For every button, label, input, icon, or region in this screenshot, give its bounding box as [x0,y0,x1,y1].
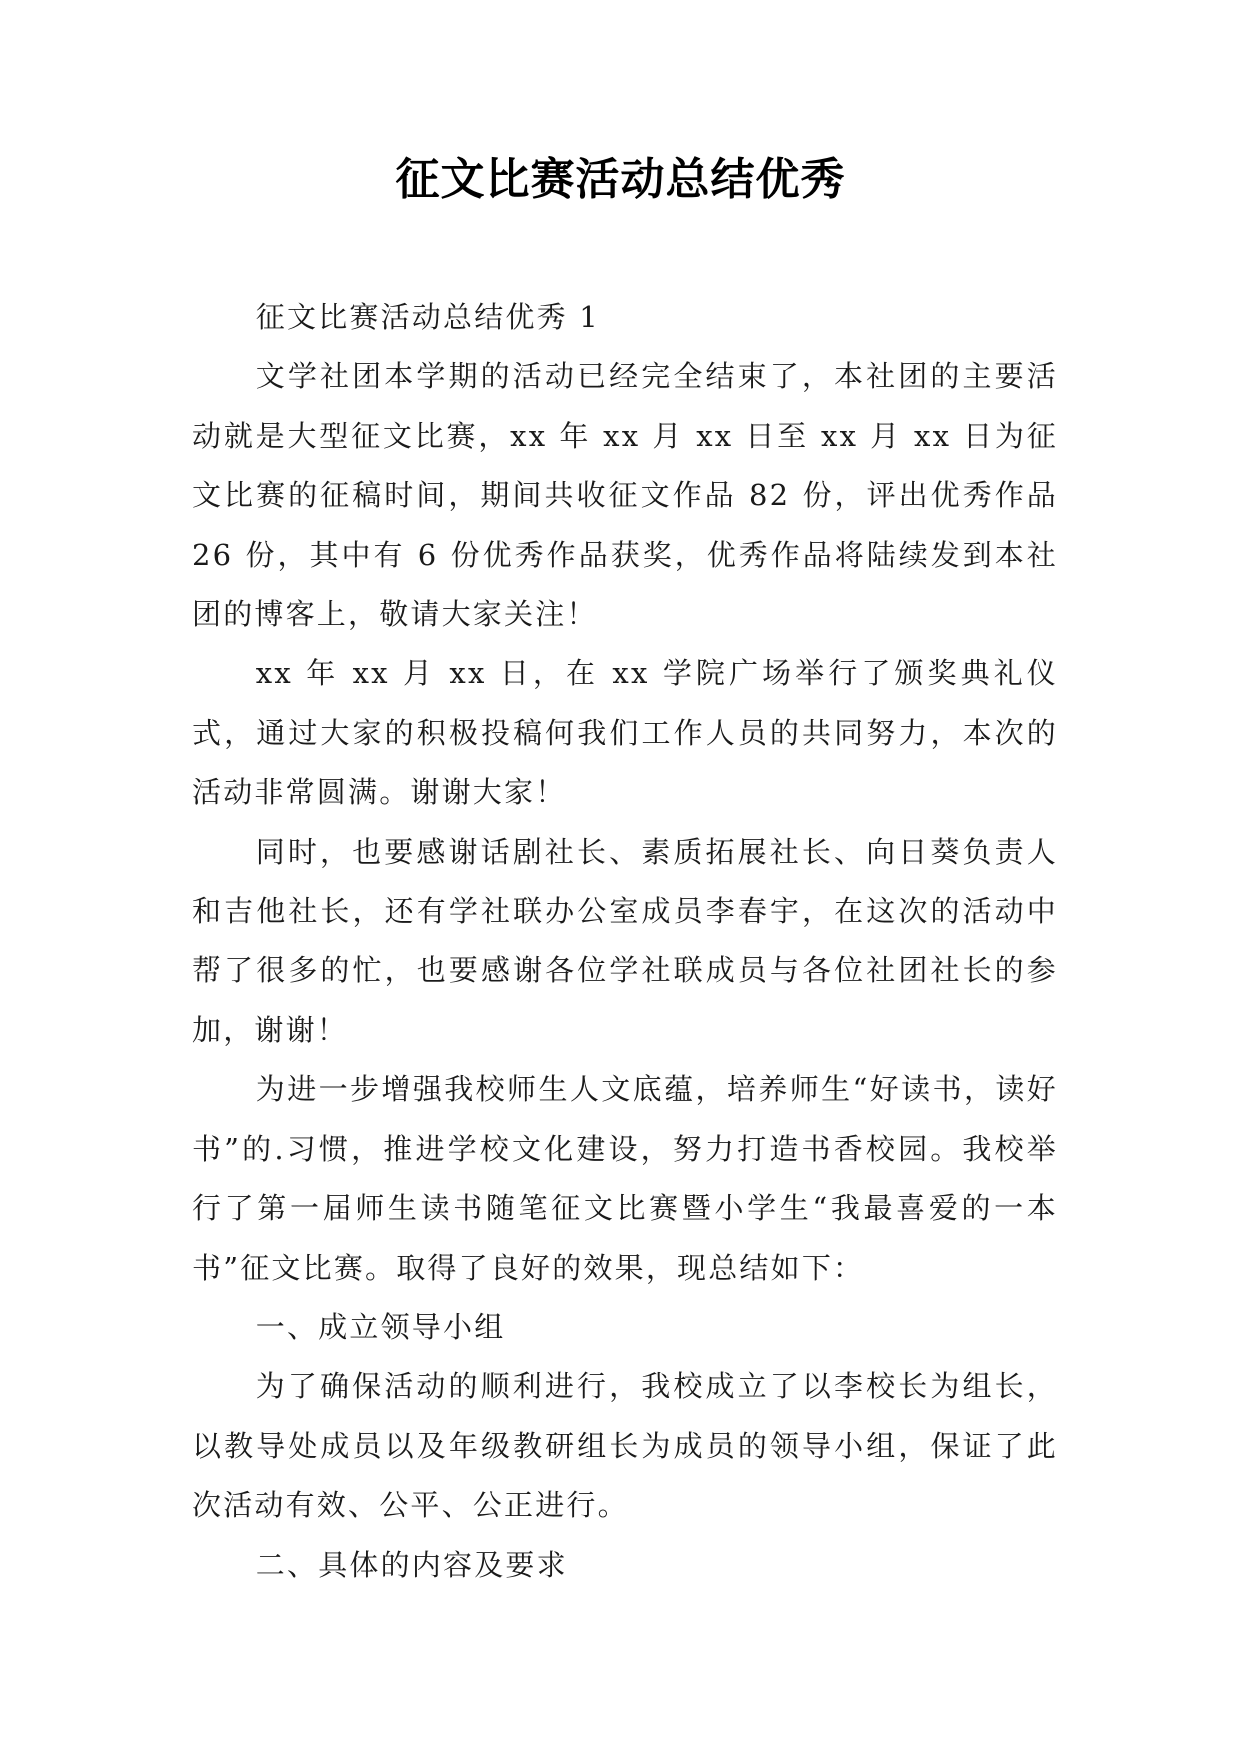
paragraph: 同时，也要感谢话剧社长、素质拓展社长、向日葵负责人和吉他社长，还有学社联办公室成员李春宇，在这次的活动中帮了很多的忙，也要感谢各位学社联成员与各位社团社长的参加，谢谢！ [192,834,1058,1047]
document-body [192,288,1058,1595]
paragraph: xx 年 xx 月 xx 日，在 xx 学院广场举行了颁奖典礼仪式，通过大家的积极投稿何我们工作人员的共同努力，本次的活动非常圆满。谢谢大家！ [192,656,1058,810]
section-heading: 一、成立领导小组 [255,1309,506,1344]
paragraph: 为了确保活动的顺利进行，我校成立了以李校长为组长，以教导处成员以及年级教研组长为成员的领导小组，保证了此次活动有效、公平、公正进行。 [192,1369,1058,1523]
paragraph: 为进一步增强我校师生人文底蕴，培养师生“好读书，读好书”的.习惯，推进学校文化建设，努力打造书香校园。我校举行了第一届师生读书随笔征文比赛暨小学生“我最喜爱的一本书”征文比赛。取得了良好的效果，现总结如下： [192,1072,1058,1285]
section-heading: 二、具体的内容及要求 [255,1547,568,1582]
document-title: 征文比赛活动总结优秀 [395,154,846,205]
paragraph: 文学社团本学期的活动已经完全结束了，本社团的主要活动就是大型征文比赛，xx 年 xx 月 xx 日至 xx 月 xx 日为征文比赛的征稿时间，期间共收征文作品 82 份，评出优秀作品 26 份，其中有 6 份优秀作品获奖，优秀作品将陆续发到本社团的博客上，敬请大家关注！ [192,359,1058,632]
paragraph-subtitle: 征文比赛活动总结优秀 1 [255,300,600,334]
